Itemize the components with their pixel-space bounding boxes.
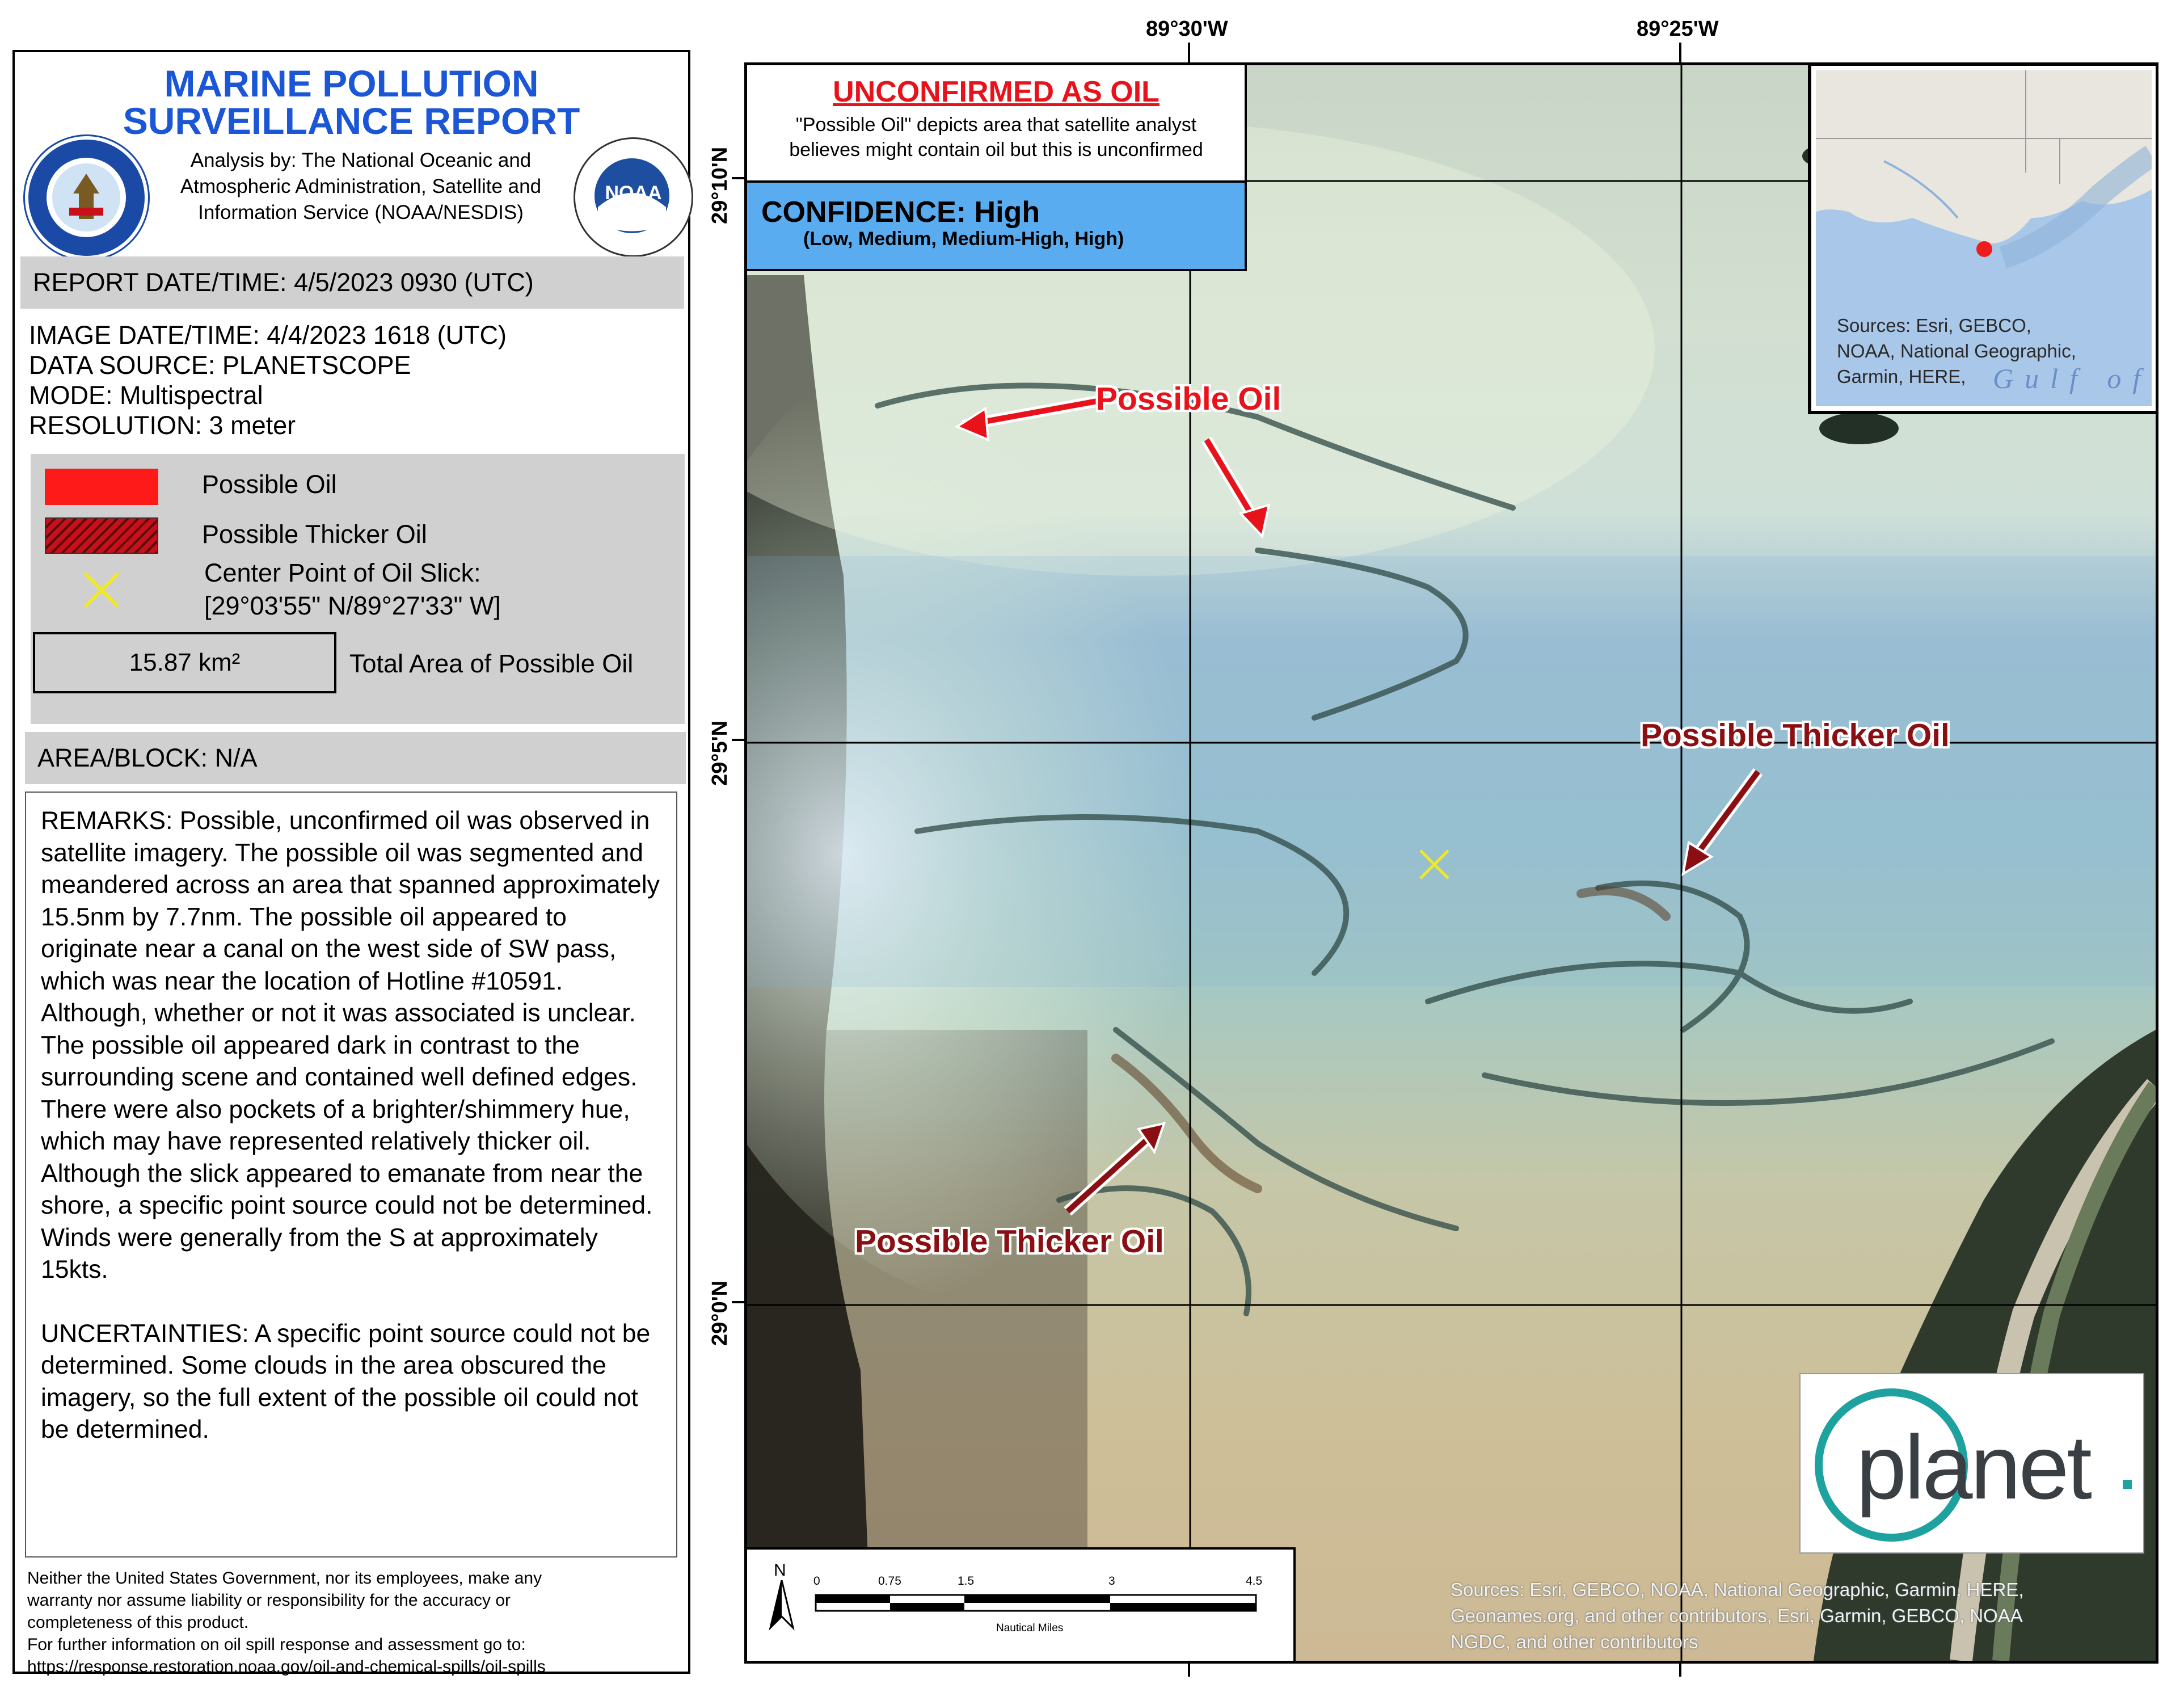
noaa-logo-icon [574,137,693,257]
lon-label-89-30: 89°30'W [1146,17,1228,41]
analysis-line1: Analysis by: The National Oceanic and [190,149,532,171]
inset-sources-line2: NOAA, National Geographic, [1837,340,2076,361]
unconfirmed-line1: "Possible Oil" depicts area that satellite analyst [795,114,1197,136]
unconfirmed-line2: believes might contain oil but this is unconfirmed [789,139,1203,161]
report-title-line1: MARINE POLLUTION [164,62,539,104]
possible-oil-swatch [45,469,158,505]
inset-sources-line1: Sources: Esri, GEBCO, [1837,315,2031,336]
scale-bar-graphic [815,1594,1257,1613]
disclaimer-line4: For further information on oil spill response and assessment go to: [27,1635,526,1654]
annotation-thicker-oil-right: Possible Thicker Oil [1641,717,1950,754]
disclaimer-link[interactable]: https://response.restoration.noaa.gov/oil-and-chemical-spills/oil-spills [27,1657,546,1676]
uncertainties-text: UNCERTAINTIES: A specific point source could not be determined. Some clouds in the area obscured the imagery, so the full extent of the possible oil could not be determined. [41,1319,651,1443]
inset-water-label: Gulf of [1993,363,2152,394]
unconfirmed-notice [744,62,1247,183]
satellite-map[interactable] [744,62,2158,1664]
annotation-thicker-oil-bottom: Possible Thicker Oil [855,1223,1164,1260]
legend-possible-thicker-oil: Possible Thicker Oil [202,520,427,549]
north-label: N [774,1561,786,1580]
unconfirmed-title: UNCONFIRMED AS OIL [833,75,1160,108]
planet-logo-dot [2123,1480,2132,1489]
scale-tick-1-5: 1.5 [958,1575,975,1588]
north-arrow-icon [768,1580,795,1631]
analysis-line2: Atmospheric Administration, Satellite and [180,175,542,197]
inset-locator-map [1808,62,2158,414]
report-datetime: REPORT DATE/TIME: 4/5/2023 0930 (UTC) [20,256,684,309]
department-of-commerce-seal-icon [25,136,148,259]
legend [31,454,685,724]
confidence-level: CONFIDENCE: High [761,196,1040,229]
scale-tick-0-75: 0.75 [878,1575,901,1588]
area-block: AREA/BLOCK: N/A [25,732,686,784]
image-datetime: IMAGE DATE/TIME: 4/4/2023 1618 (UTC) [29,321,507,350]
disclaimer [27,1567,685,1678]
lon-label-89-25: 89°25'W [1637,17,1719,41]
total-area-value: 15.87 km² [33,632,336,693]
sources-line1: Sources: Esri, GEBCO, NOAA, National Geographic, Garmin, HERE, [1451,1579,2024,1600]
planet-logo-box [1799,1373,2144,1554]
legend-center-point-label: Center Point of Oil Slick: [204,558,481,587]
scale-bar-box [744,1547,1296,1664]
mode: MODE: Multispectral [29,381,263,410]
disclaimer-line1: Neither the United States Government, nor its employees, make any [27,1569,542,1588]
report-title-line2: SURVEILLANCE REPORT [123,100,580,142]
possible-thicker-oil-swatch [45,517,158,554]
annotation-possible-oil: Possible Oil [1096,381,1281,417]
inset-sources-line3: Garmin, HERE, [1837,366,1966,387]
planet-logo-text: planet [1856,1416,2090,1518]
legend-possible-oil: Possible Oil [202,470,337,499]
legend-center-point-coords: [29°03'55" N/89°27'33" W] [204,591,501,620]
sources-line2: Geonames.org, and other contributors, Esri, Garmin, GEBCO, NOAA [1451,1605,2023,1626]
confidence-box [744,180,1247,271]
scale-tick-4-5: 4.5 [1246,1575,1263,1588]
analysis-line3: Information Service (NOAA/NESDIS) [198,201,524,224]
remarks-box [25,792,677,1557]
lat-label-29-10: 29°10'N [708,146,732,224]
sources-line3: NGDC, and other contributors [1451,1631,1698,1652]
scale-tick-0: 0 [813,1575,820,1588]
disclaimer-line3: completeness of this product. [27,1613,249,1632]
remarks-text: REMARKS: Possible, unconfirmed oil was observed in satellite imagery. The possible oil was segmented and meandered across an area that spanned approximately 15.5nm by 7.7nm. The possible oil appeared to originate near a canal on the west side of SW pass, which was near the location of Hotline #10591. Although, whether or not it was associated is unclear. The possible oil appeared dark in contrast to the surrounding scene and contained well defined edges. There were also pockets of a brighter/shimmery hue, which may have represented relatively thicker oil. Although the slick appeared to emanate from near the shore, a specific point source could not be determined. Winds were generally from the S at approximately 15kts. [41,807,660,1283]
disclaimer-line2: warranty nor assume liability or responsibility for the accuracy or [27,1591,511,1610]
total-area-label: Total Area of Possible Oil [349,649,634,678]
center-point-marker-icon [82,570,121,613]
scale-unit: Nautical Miles [996,1622,1064,1634]
noaa-logo-text: NOAA [605,182,662,204]
scale-tick-3: 3 [1108,1575,1115,1588]
confidence-scale: (Low, Medium, Medium-High, High) [803,228,1124,250]
lat-label-29-5: 29°5'N [708,720,732,786]
resolution: RESOLUTION: 3 meter [29,411,296,440]
lat-label-29-0: 29°0'N [708,1280,732,1346]
data-source: DATA SOURCE: PLANETSCOPE [29,351,411,380]
